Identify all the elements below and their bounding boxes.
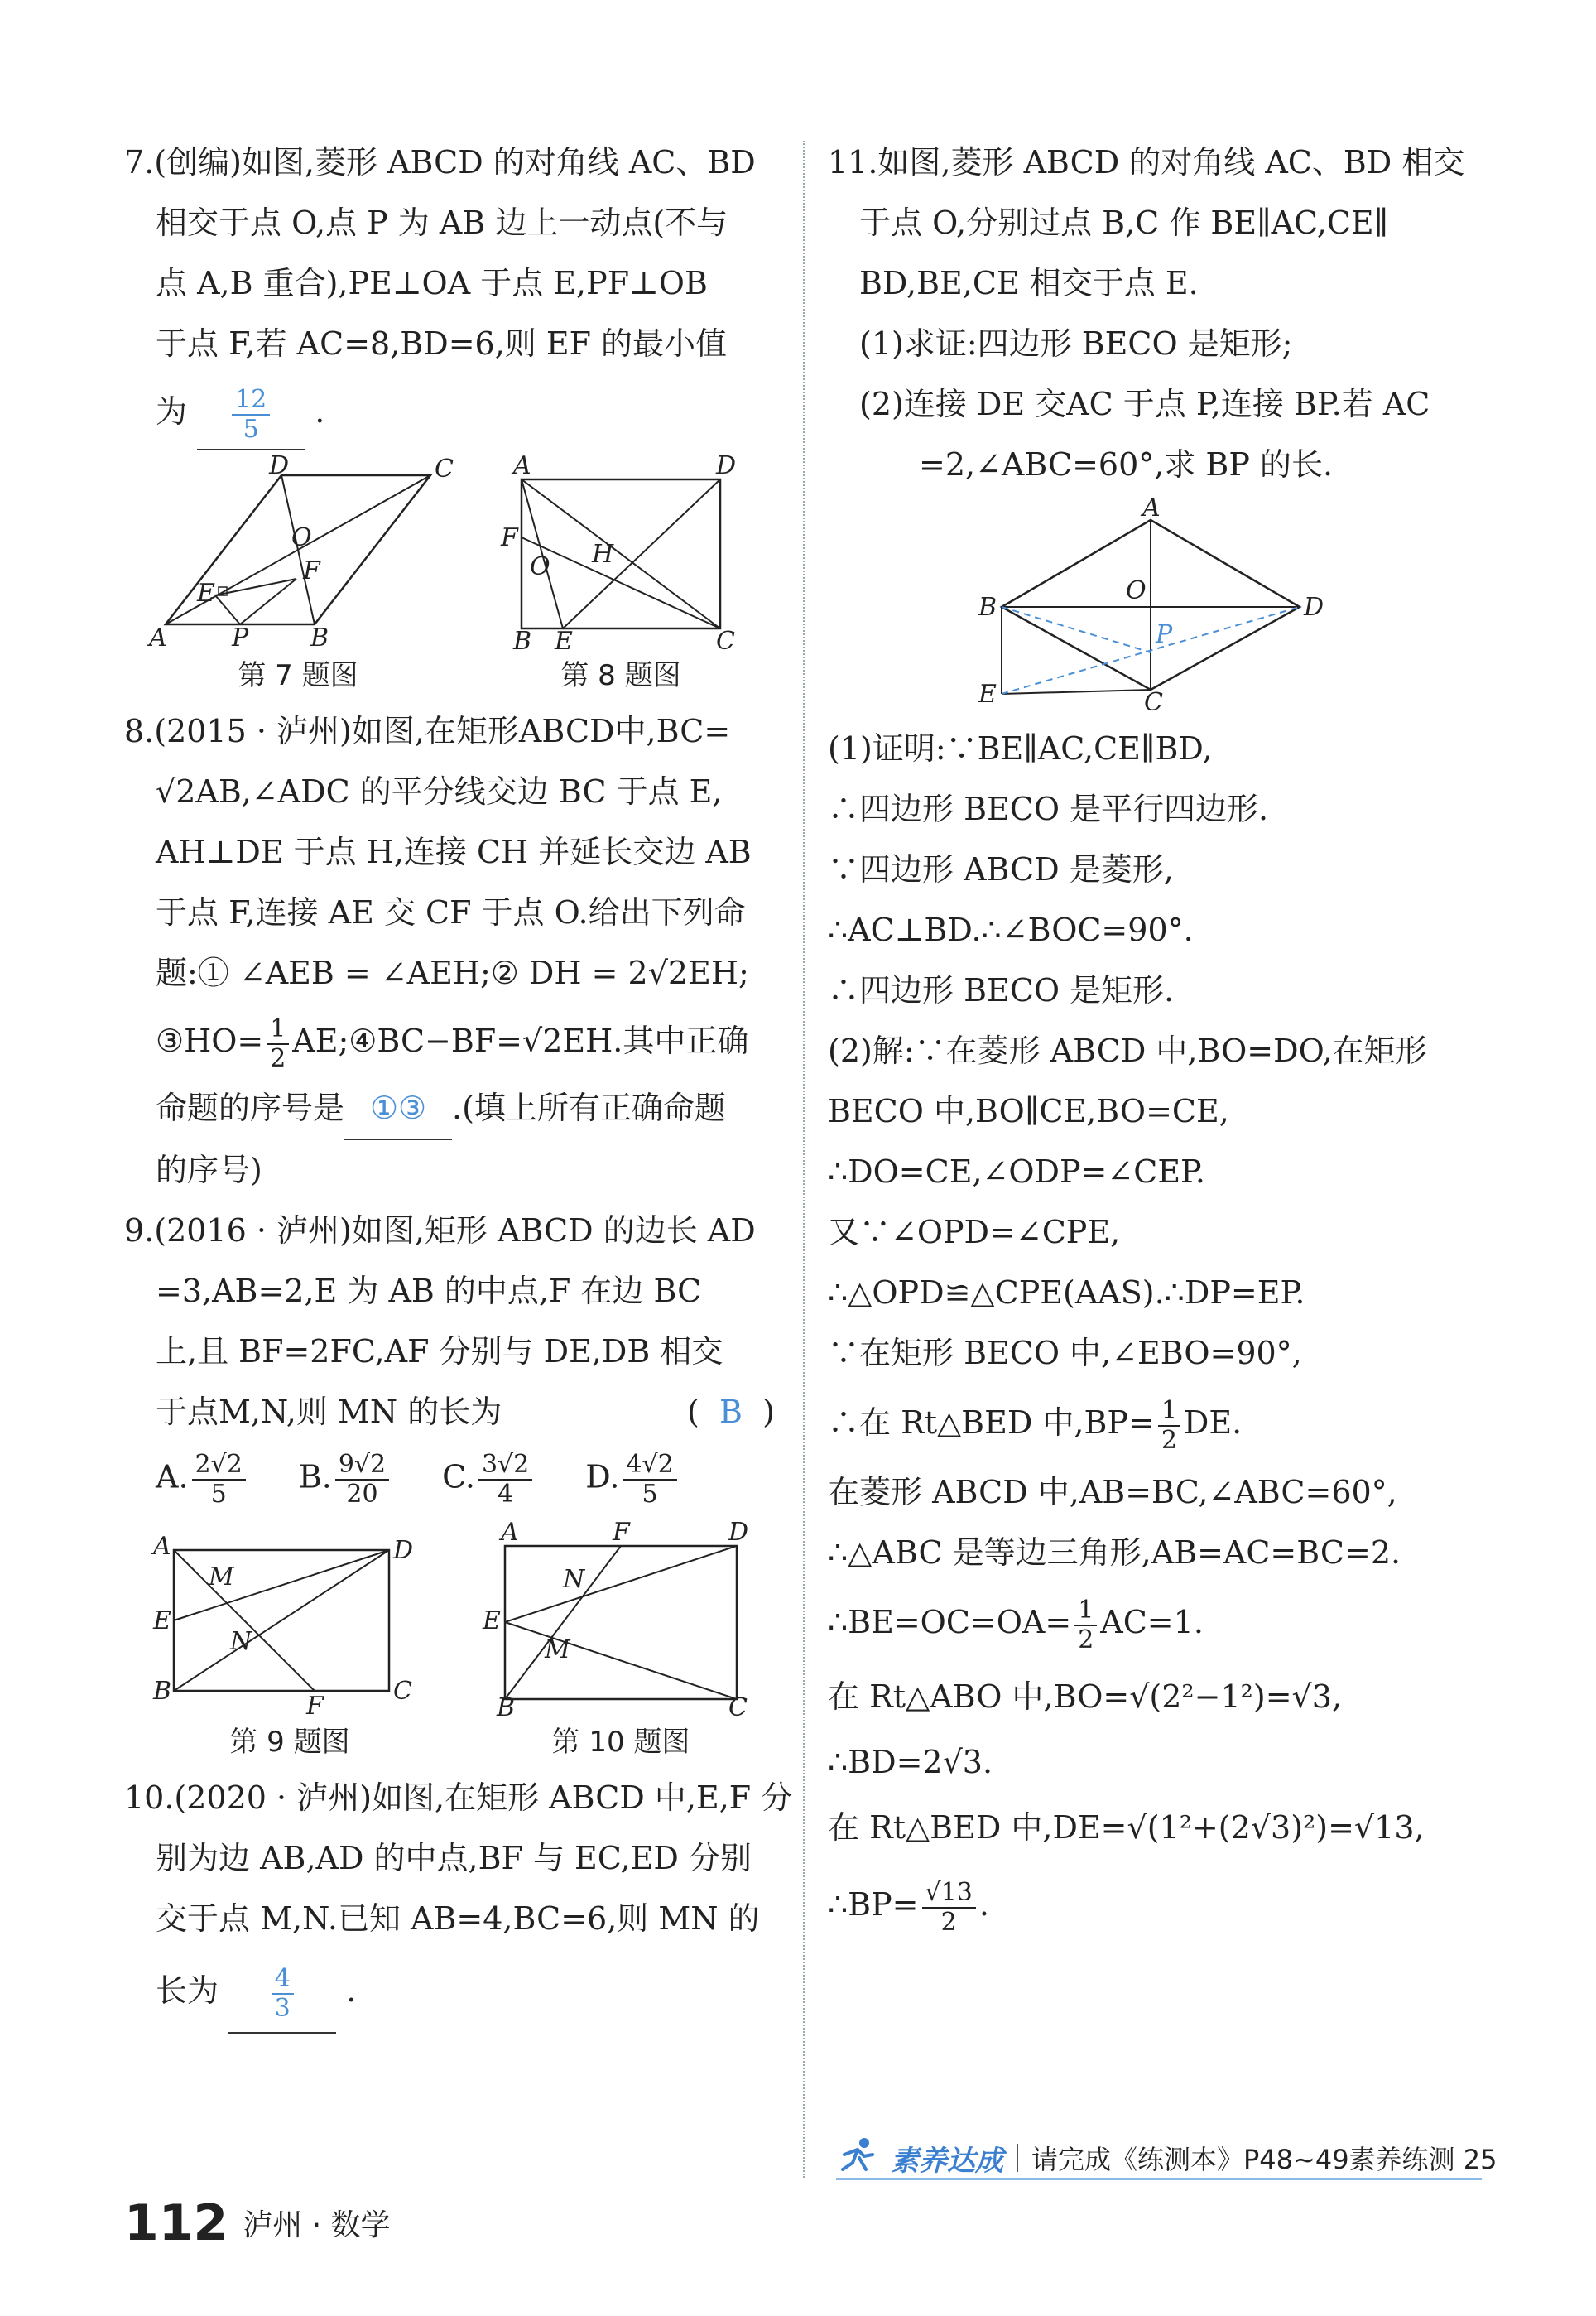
- fig9-label-m: M: [209, 1562, 234, 1591]
- q8-line-3: AH⊥DE 于点 H,连接 CH 并延长交边 AB: [156, 834, 752, 870]
- fig7-label-e: E: [197, 579, 215, 608]
- sol-line-15: ∴BD=2√3.: [828, 1744, 993, 1780]
- q7-prefix: 为: [156, 393, 188, 430]
- fig8-label-d: D: [716, 451, 737, 480]
- sol-line-4: ∴AC⊥BD.∴∠BOC=90°.: [828, 912, 1194, 948]
- option-den: 5: [642, 1480, 658, 1509]
- sol-line-1: (1)证明:∵BE∥AC,CE∥BD,: [828, 730, 1213, 767]
- fig7-label-b: B: [310, 624, 329, 652]
- figure-8-svg: [497, 451, 745, 656]
- q10-line-3: 交于点 M,N.已知 AB=4,BC=6,则 MN 的: [156, 1900, 760, 1937]
- q10-answer-den: 3: [274, 1993, 291, 2023]
- footer-brand-bar: [836, 2178, 1482, 2180]
- option-label: D.: [585, 1458, 620, 1495]
- q10-line-1: 10.(2020 · 泸州)如图,在矩形 ABCD 中,E,F 分: [124, 1779, 793, 1816]
- fig8-label-o: O: [530, 552, 550, 581]
- figure-11-svg: [969, 494, 1333, 717]
- question-9: [124, 1201, 786, 1509]
- figure-9: [149, 1525, 430, 1760]
- sol-line-5: ∴四边形 BECO 是矩形.: [828, 972, 1175, 1009]
- sol-line-12: 在菱形 ABCD 中,AB=BC,∠ABC=60°,: [828, 1474, 1397, 1510]
- fig11-label-p: P: [1156, 620, 1173, 649]
- q7-line-4: 于点 F,若 AC=8,BD=6,则 EF 的最小值: [156, 325, 728, 362]
- sol-bp-b: DE.: [1183, 1404, 1243, 1441]
- footer-separator: [1017, 2144, 1018, 2172]
- q8-l6-num: 1: [267, 1015, 289, 1045]
- q7-line-3: 点 A,B 重合),PE⊥OA 于点 E,PF⊥OB: [156, 265, 708, 301]
- q10-suffix: .: [346, 1972, 357, 2009]
- q8-l6a: ③HO=: [156, 1023, 264, 1059]
- q9-answer-paren: [687, 1382, 775, 1442]
- option-num: 4√2: [623, 1451, 676, 1481]
- option-label: A.: [156, 1458, 189, 1495]
- q9-l4: 于点M,N,则 MN 的长为: [156, 1394, 502, 1430]
- figure-11: [969, 494, 1490, 717]
- solution: [828, 719, 1490, 1946]
- sol-line-16: 在 Rt△BED 中,DE=√(1²+(2√3)²)=√13,: [828, 1809, 1425, 1846]
- figure-8: [497, 451, 745, 693]
- q10-answer-num: 4: [272, 1965, 294, 1995]
- sol-be-b: AC=1.: [1100, 1604, 1204, 1640]
- q8-l7b: .(填上所有正确命题: [452, 1090, 726, 1126]
- fig7-label-a: A: [149, 624, 167, 652]
- fig11-label-a: A: [1142, 494, 1161, 522]
- workbook-note: 请完成《练测本》P48~49素养练测 25: [1031, 2144, 1497, 2175]
- sol-line-be: [828, 1583, 1490, 1662]
- right-column: [828, 132, 1490, 1946]
- fig9-label-n: N: [230, 1627, 252, 1656]
- fig8-label-b: B: [513, 627, 532, 656]
- fig10-label-d: D: [728, 1518, 749, 1547]
- q11-line-1: 11.如图,菱形 ABCD 的对角线 AC、BD 相交: [828, 144, 1465, 181]
- q8-line-5: 题:① ∠AEB = ∠AEH;② DH = 2√2EH;: [156, 955, 749, 991]
- page-number: 112: [124, 2194, 228, 2252]
- option-num: 9√2: [335, 1451, 389, 1481]
- q7-suffix: .: [315, 393, 325, 430]
- q7-line-2: 相交于点 O,点 P 为 AB 边上一动点(不与: [156, 205, 728, 241]
- sol-line-14: 在 Rt△ABO 中,BO=√(2²−1²)=√3,: [828, 1678, 1343, 1715]
- figure-row-9-10: [149, 1518, 786, 1760]
- q8-l6-den: 2: [270, 1043, 286, 1073]
- q9-answer: B: [719, 1394, 743, 1430]
- fig10-label-f: F: [613, 1518, 630, 1547]
- sol-line-8: ∴DO=CE,∠ODP=∠CEP.: [828, 1153, 1205, 1190]
- fig8-label-f: F: [501, 523, 518, 552]
- brand-label: 素养达成: [891, 2144, 1003, 2178]
- sol-line-3: ∵四边形 ABCD 是菱形,: [828, 851, 1174, 888]
- q10-prefix: 长为: [156, 1972, 219, 2009]
- option-den: 20: [346, 1480, 378, 1509]
- fig7-label-d: D: [269, 451, 290, 480]
- footer-page-info: [124, 2194, 391, 2252]
- fig7-label-f: F: [303, 556, 320, 585]
- q8-line-2: √2AB,∠ADC 的平分线交边 BC 于点 E,: [156, 773, 723, 810]
- figure-7-svg: [149, 451, 454, 652]
- option-den: 5: [210, 1480, 227, 1509]
- sol-line-11: ∵在矩形 BECO 中,∠EBO=90°,: [828, 1335, 1302, 1371]
- figure-9-svg: [149, 1525, 430, 1721]
- sol-fin-num: √13: [922, 1879, 976, 1909]
- q9-line-2: =3,AB=2,E 为 AB 的中点,F 在边 BC: [156, 1273, 702, 1309]
- sol-line-7: BECO 中,BO∥CE,BO=CE,: [828, 1093, 1229, 1129]
- sol-line-bp: [828, 1384, 1490, 1462]
- sol-be-den: 2: [1078, 1625, 1094, 1654]
- q9-paren-open: (: [687, 1394, 699, 1430]
- q7-line-1: 7.(创编)如图,菱形 ABCD 的对角线 AC、BD: [124, 144, 756, 181]
- left-column: [124, 132, 793, 2034]
- fig8-label-c: C: [716, 627, 735, 656]
- option-label: C.: [442, 1458, 475, 1495]
- sol-line-9: 又∵∠OPD=∠CPE,: [828, 1214, 1121, 1250]
- q10-line-2: 别为边 AB,AD 的中点,BF 与 EC,ED 分别: [156, 1840, 752, 1876]
- q9-option-c: [442, 1451, 536, 1509]
- question-8: [124, 701, 786, 1201]
- fig10-label-b: B: [497, 1693, 516, 1722]
- fig10-label-e: E: [483, 1606, 501, 1635]
- fig9-label-d: D: [393, 1536, 414, 1565]
- question-11: [828, 132, 1490, 495]
- option-num: 2√2: [192, 1451, 246, 1481]
- q8-l6b: AE;④BC−BF=√2EH.其中正确: [292, 1023, 749, 1059]
- sol-line-10: ∴△OPD≌△CPE(AAS).∴DP=EP.: [828, 1274, 1305, 1311]
- fig8-label-a: A: [513, 451, 531, 480]
- figure-7-caption: 第 7 题图: [238, 659, 358, 692]
- fig11-label-b: B: [978, 593, 997, 622]
- fig11-label-c: C: [1144, 688, 1163, 717]
- q11-line-3: BD,BE,CE 相交于点 E.: [859, 265, 1199, 301]
- fig11-label-e: E: [978, 680, 997, 709]
- option-label: B.: [298, 1458, 332, 1495]
- column-divider: [803, 141, 805, 2178]
- figure-10: [480, 1518, 762, 1760]
- option-num: 3√2: [478, 1451, 532, 1481]
- fig11-label-d: D: [1304, 593, 1324, 622]
- q7-answer-blank: [197, 374, 305, 450]
- q11-line-4: (1)求证:四边形 BECO 是矩形;: [859, 325, 1293, 362]
- sol-be-num: 1: [1074, 1596, 1097, 1626]
- sol-line-final: [828, 1863, 1490, 1946]
- sol-bp-den: 2: [1161, 1425, 1177, 1455]
- q9-option-d: [585, 1451, 680, 1509]
- question-10: [124, 1768, 793, 2034]
- fig9-label-c: C: [393, 1677, 412, 1706]
- figure-row-7-8: [149, 451, 786, 693]
- fig7-label-p: P: [232, 624, 249, 652]
- q8-line-7: [124, 1078, 786, 1140]
- sol-line-2: ∴四边形 BECO 是平行四边形.: [828, 791, 1269, 827]
- q8-l7a: 命题的序号是: [156, 1090, 345, 1126]
- q8-line-4: 于点 F,连接 AE 交 CF 于点 O.给出下列命: [156, 894, 746, 931]
- q11-line-6: =2,∠ABC=60°,求 BP 的长.: [919, 446, 1334, 483]
- figure-10-caption: 第 10 题图: [551, 1726, 690, 1759]
- q8-answer: ①③: [344, 1078, 452, 1140]
- question-7: [124, 132, 786, 450]
- fig9-label-a: A: [153, 1532, 171, 1561]
- footer-brand-note: [836, 2136, 1497, 2179]
- q9-line-3: 上,且 BF=2FC,AF 分别与 DE,DB 相交: [156, 1333, 723, 1370]
- fig10-label-n: N: [563, 1565, 585, 1594]
- fig8-label-h: H: [592, 540, 614, 569]
- option-den: 4: [498, 1480, 514, 1509]
- q8-line-6: [124, 1004, 786, 1078]
- fig7-label-o: O: [291, 523, 312, 552]
- q9-line-4: [124, 1382, 786, 1442]
- q10-answer-blank: [228, 1949, 336, 2034]
- figure-8-caption: 第 8 题图: [560, 659, 681, 692]
- fig8-label-e: E: [555, 627, 573, 656]
- fig11-label-o: O: [1126, 576, 1147, 605]
- q10-line-4: [124, 1949, 786, 2034]
- sol-fin-a: ∴BP=: [828, 1886, 919, 1923]
- sol-bp-a: ∴在 Rt△BED 中,BP=: [828, 1404, 1155, 1441]
- q9-option-a: [156, 1451, 249, 1509]
- q9-paren-close: ): [762, 1394, 775, 1430]
- q7-answer-num: 12: [232, 386, 270, 416]
- fig9-label-e: E: [153, 1606, 171, 1635]
- sol-bp-num: 1: [1158, 1397, 1180, 1427]
- q9-options: [156, 1451, 786, 1509]
- figure-10-svg: [480, 1518, 762, 1722]
- figure-9-caption: 第 9 题图: [229, 1726, 350, 1759]
- figure-7: [149, 451, 454, 693]
- q7-line-5: [124, 374, 786, 450]
- sol-line-6: (2)解:∵在菱形 ABCD 中,BO=DO,在矩形: [828, 1033, 1427, 1069]
- q8-line-8: 的序号): [156, 1152, 262, 1188]
- fig7-label-c: C: [435, 455, 454, 484]
- fig10-label-a: A: [501, 1518, 519, 1547]
- q11-line-5: (2)连接 DE 交AC 于点 P,连接 BP.若 AC: [859, 386, 1430, 422]
- sol-fin-b: .: [978, 1886, 989, 1923]
- q8-line-1: 8.(2015 · 泸州)如图,在矩形ABCD中,BC=: [124, 713, 731, 749]
- q9-line-1: 9.(2016 · 泸州)如图,矩形 ABCD 的边长 AD: [124, 1212, 756, 1249]
- q11-line-2: 于点 O,分别过点 B,C 作 BE∥AC,CE∥: [859, 205, 1389, 241]
- fig10-label-m: M: [545, 1635, 570, 1664]
- runner-icon: [836, 2136, 877, 2179]
- fig9-label-b: B: [153, 1677, 172, 1706]
- sol-line-13: ∴△ABC 是等边三角形,AB=AC=BC=2.: [828, 1534, 1401, 1571]
- fig9-label-f: F: [306, 1692, 324, 1721]
- q9-option-b: [299, 1451, 392, 1509]
- sol-fin-den: 2: [940, 1907, 957, 1937]
- sol-be-a: ∴BE=OC=OA=: [828, 1604, 1072, 1640]
- page-subject: 泸州 · 数学: [243, 2208, 391, 2242]
- fig10-label-c: C: [728, 1693, 748, 1722]
- q7-answer-den: 5: [243, 414, 259, 444]
